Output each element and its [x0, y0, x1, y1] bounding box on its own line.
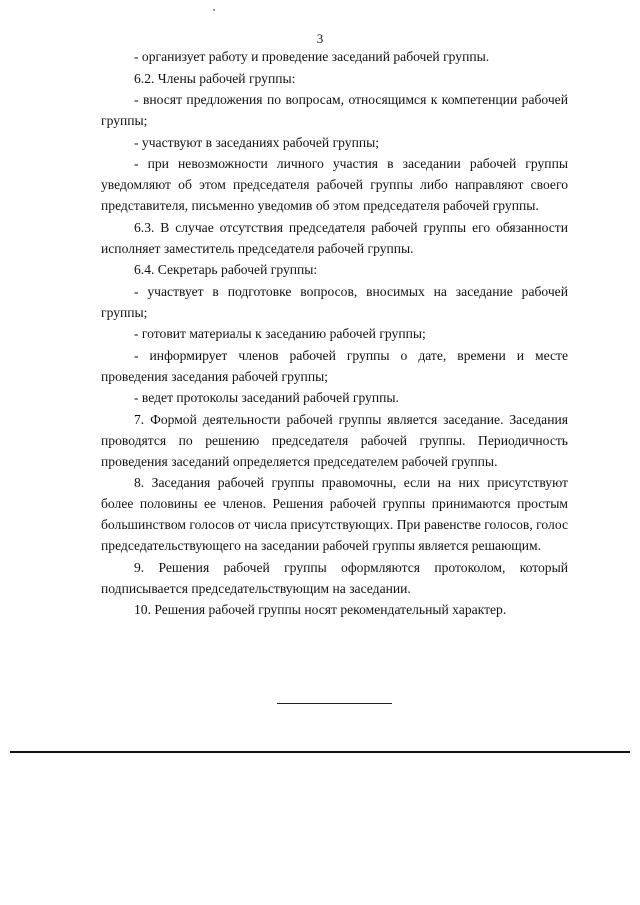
paragraph-6-2-heading: 6.2. Члены рабочей группы:	[134, 70, 296, 86]
paragraph-secretary-minutes: - ведет протоколы заседаний рабочей группы.	[134, 390, 399, 405]
paragraph-7: 7. Формой деятельности рабочей группы является заседание. Заседания проводятся по решению председателя рабочей группы. Периодичность проведения заседаний определяется председателем рабочей группы.	[101, 411, 568, 469]
paragraph-members-participate: - участвуют в заседаниях рабочей группы;	[134, 134, 380, 150]
paragraph-secretary-inform: - информирует членов рабочей группы о дате, времени и месте проведения заседания рабочей группы;	[101, 347, 568, 384]
paragraph-members-proposals: - вносят предложения по вопросам, относящимся к компетенции рабочей группы;	[101, 92, 568, 128]
end-of-text-rule	[277, 703, 392, 704]
paragraph-6-4-heading: 6.4. Секретарь рабочей группы:	[134, 262, 318, 277]
page-number: 3	[316, 31, 324, 46]
paragraph-secretary-prepare-questions: - участвует в подготовке вопросов, вносимых на заседание рабочей группы;	[101, 283, 568, 320]
paragraph-secretary-materials: - готовит материалы к заседанию рабочей группы;	[134, 326, 426, 341]
paragraph-8: 8. Заседания рабочей группы правомочны, если на них присутствуют более половины ее членов. Решения рабочей группы принимаются простым большинством голосов от числа присутствующих. При равенстве голосов, голос председательствующего на заседании рабочей группы является решающим.	[101, 475, 568, 553]
paragraph-6-3: 6.3. В случае отсутствия председателя рабочей группы его обязанности исполняет заместитель председателя рабочей группы.	[101, 219, 568, 256]
paragraph-9: 9. Решения рабочей группы оформляются протоколом, который подписывается председательствующим на заседании.	[101, 559, 568, 596]
paragraph-chairman-duty: - организует работу и проведение заседаний рабочей группы.	[134, 49, 490, 64]
scan-artifact-dot	[213, 9, 215, 11]
document-body	[101, 46, 568, 621]
paragraph-10: 10. Решения рабочей группы носят рекомендательный характер.	[134, 602, 507, 617]
page-bottom-rule	[10, 751, 630, 753]
paragraph-members-absence: - при невозможности личного участия в заседании рабочей группы уведомляют об этом председателя рабочей группы либо направляют своего представителя, письменно уведомив об этом председателя рабочей группы.	[101, 156, 568, 213]
